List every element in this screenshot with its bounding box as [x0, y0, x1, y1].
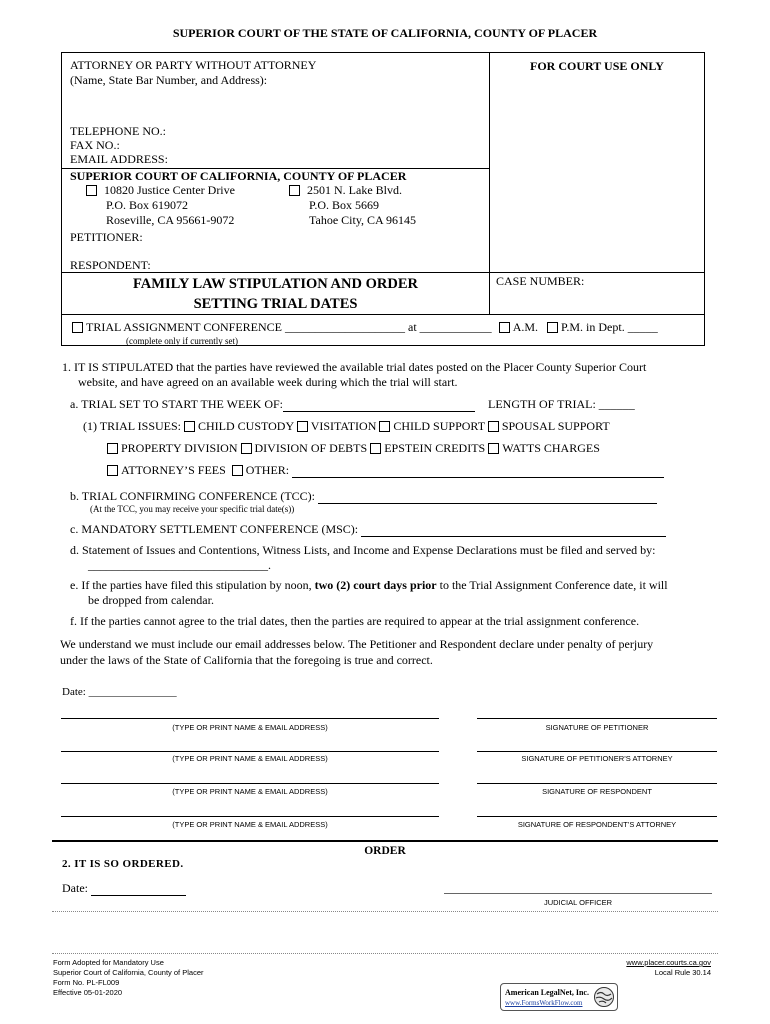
caption-divider-title [61, 272, 705, 273]
item-e-pre: e. If the parties have filed this stipulation by noon, [70, 578, 312, 592]
respondent-label: RESPONDENT: [70, 258, 151, 272]
item-e-line2: be dropped from calendar. [88, 593, 214, 607]
tcc-field[interactable] [318, 491, 657, 504]
roseville-checkbox[interactable] [86, 185, 97, 196]
attorney-label: ATTORNEY OR PARTY WITHOUT ATTORNEY [70, 58, 317, 72]
footer-left [53, 958, 204, 998]
pm-label: P.M. in Dept. _____ [561, 320, 658, 334]
tahoe-checkbox[interactable] [289, 185, 300, 196]
trial-issues-row2 [107, 441, 600, 456]
child-custody-checkbox[interactable] [184, 421, 195, 432]
fax-label: FAX NO.: [70, 138, 120, 152]
am-checkbox[interactable] [499, 322, 510, 333]
form-title [61, 274, 490, 314]
item-d-line2[interactable]: ______________________________. [88, 558, 271, 572]
email-label: EMAIL ADDRESS: [70, 152, 168, 166]
attorneys-fees-checkbox[interactable] [107, 465, 118, 476]
trial-week-field[interactable] [283, 399, 475, 412]
item-b [70, 489, 657, 504]
spousal-support-checkbox[interactable] [488, 421, 499, 432]
location-roseville [86, 183, 235, 228]
court-use-label: FOR COURT USE ONLY [530, 59, 664, 73]
spousal-support-label: SPOUSAL SUPPORT [501, 419, 610, 433]
tahoe-line2: P.O. Box 5669 [309, 198, 380, 212]
signature-line-respondent-attorney[interactable] [477, 816, 717, 817]
trial-issues-row3 [107, 463, 664, 478]
petitioner-label: PETITIONER: [70, 230, 143, 244]
signature-respondent-attorney-caption: SIGNATURE OF RESPONDENT’S ATTORNEY [517, 820, 677, 829]
footer-form-number: Form No. PL-FL009 [53, 978, 120, 987]
order-date-field[interactable] [91, 884, 186, 896]
conference-row [72, 320, 658, 335]
tahoe-line3: Tahoe City, CA 96145 [309, 213, 417, 227]
signing-date[interactable]: Date: ________________ [62, 686, 177, 698]
signature-respondent-caption: SIGNATURE OF RESPONDENT [542, 787, 652, 796]
order-divider [52, 840, 718, 842]
trial-issues-row1 [83, 419, 610, 434]
publisher-name: American LegalNet, Inc. [505, 988, 589, 997]
publisher-badge [500, 983, 618, 1011]
name-caption-4: (TYPE OR PRINT NAME & EMAIL ADDRESS) [172, 820, 328, 829]
case-number-label: CASE NUMBER: [496, 274, 585, 288]
item-d-line1: d. Statement of Issues and Contentions, Witness Lists, and Income and Expense Declarations must be filed and served by: [70, 543, 656, 557]
child-support-label: CHILD SUPPORT [393, 419, 485, 433]
tcc-note: (At the TCC, you may receive your specific trial date(s)) [90, 504, 295, 514]
footer-effective: Effective 05-01-2020 [53, 988, 123, 997]
signature-line-petitioner-attorney[interactable] [477, 751, 717, 752]
length-of-trial-label: LENGTH OF TRIAL: ______ [488, 397, 635, 411]
epstein-credits-checkbox[interactable] [370, 443, 381, 454]
attorney-sublabel: (Name, State Bar Number, and Address): [70, 73, 268, 87]
item-c [70, 522, 666, 537]
other-label: OTHER: [245, 463, 290, 477]
am-label: A.M. [512, 320, 539, 334]
court-name: SUPERIOR COURT OF CALIFORNIA, COUNTY OF PLACER [70, 169, 407, 183]
epstein-credits-label: EPSTEIN CREDITS [384, 441, 486, 455]
order-heading: ORDER [364, 845, 406, 857]
signature-line-respondent[interactable] [477, 783, 717, 784]
visitation-checkbox[interactable] [297, 421, 308, 432]
watts-charges-label: WATTS CHARGES [502, 441, 600, 455]
order-date [62, 881, 186, 896]
signature-line-petitioner[interactable] [477, 718, 717, 719]
roseville-line1: 10820 Justice Center Drive [104, 183, 235, 197]
name-line-2[interactable] [61, 751, 439, 752]
conference-checkbox[interactable] [72, 322, 83, 333]
globe-icon [593, 986, 615, 1008]
item1-line1: 1. IT IS STIPULATED that the parties have reviewed the available trial dates posted on the Placer County Superior Court [62, 360, 647, 374]
watts-charges-checkbox[interactable] [488, 443, 499, 454]
attorneys-fees-label: ATTORNEY’S FEES [121, 463, 226, 477]
child-support-checkbox[interactable] [379, 421, 390, 432]
name-caption-2: (TYPE OR PRINT NAME & EMAIL ADDRESS) [172, 754, 328, 763]
publisher-site[interactable]: www.FormsWorkFlow.com [505, 999, 583, 1007]
footer-rule-number: Local Rule 30.14 [654, 968, 711, 977]
item-a [70, 397, 635, 412]
order-bottom-rule [52, 911, 718, 912]
caption-divider-conference [61, 314, 705, 315]
signature-petitioner-caption: SIGNATURE OF PETITIONER [545, 723, 649, 732]
other-field[interactable] [292, 465, 664, 478]
name-line-1[interactable] [61, 718, 439, 719]
footer-right [626, 958, 711, 978]
name-caption-3: (TYPE OR PRINT NAME & EMAIL ADDRESS) [172, 787, 328, 796]
order-item2: 2. IT IS SO ORDERED. [62, 858, 184, 870]
signature-petitioner-attorney-caption: SIGNATURE OF PETITIONER’S ATTORNEY [521, 754, 673, 763]
name-line-4[interactable] [61, 816, 439, 817]
conference-label: TRIAL ASSIGNMENT CONFERENCE ____________________ at ____________ [86, 320, 492, 334]
other-checkbox[interactable] [232, 465, 243, 476]
footer-court: Superior Court of California, County of Placer [53, 968, 204, 977]
footer-website[interactable]: www.placer.courts.ca.gov [626, 958, 711, 967]
property-division-checkbox[interactable] [107, 443, 118, 454]
msc-label: c. MANDATORY SETTLEMENT CONFERENCE (MSC): [70, 522, 359, 536]
tahoe-line1: 2501 N. Lake Blvd. [307, 183, 402, 197]
form-title-line2: SETTING TRIAL DATES [193, 296, 358, 312]
msc-field[interactable] [361, 524, 666, 537]
child-custody-label: CHILD CUSTODY [198, 419, 294, 433]
name-caption-1: (TYPE OR PRINT NAME & EMAIL ADDRESS) [172, 723, 328, 732]
trial-issues-label: (1) TRIAL ISSUES: [83, 419, 182, 433]
judicial-officer-line[interactable] [444, 893, 712, 894]
item1-line2: website, and have agreed on an available week during which the trial will start. [78, 375, 458, 389]
order-date-label: Date: [62, 881, 88, 895]
tcc-label: b. TRIAL CONFIRMING CONFERENCE (TCC): [70, 489, 316, 503]
footer-adopted: Form Adopted for Mandatory Use [53, 958, 164, 967]
pm-checkbox[interactable] [547, 322, 558, 333]
declaration-line1: We understand we must include our email addresses below. The Petitioner and Respondent declare under penalty of perjury [60, 637, 654, 651]
name-line-3[interactable] [61, 783, 439, 784]
roseville-line2: P.O. Box 619072 [106, 198, 189, 212]
item-e-bold: two (2) court days prior [314, 578, 437, 592]
telephone-label: TELEPHONE NO.: [70, 124, 166, 138]
item-f: f. If the parties cannot agree to the trial dates, then the parties are required to appear at the trial assignment conference. [70, 614, 640, 628]
roseville-line3: Roseville, CA 95661-9072 [106, 213, 235, 227]
division-of-debts-checkbox[interactable] [241, 443, 252, 454]
declaration-line2: under the laws of the State of California that the foregoing is true and correct. [60, 653, 433, 667]
trial-week-label: a. TRIAL SET TO START THE WEEK OF: [70, 397, 283, 411]
item-e-post: to the Trial Assignment Conference date, it will [439, 578, 668, 592]
item-e-line1 [70, 578, 668, 593]
footer-rule [52, 953, 718, 954]
court-header: SUPERIOR COURT OF THE STATE OF CALIFORNIA, COUNTY OF PLACER [172, 26, 598, 40]
location-tahoe [289, 183, 416, 228]
division-of-debts-label: DIVISION OF DEBTS [254, 441, 368, 455]
judicial-officer-caption: JUDICIAL OFFICER [543, 898, 613, 907]
form-title-line1: FAMILY LAW STIPULATION AND ORDER [133, 276, 418, 292]
property-division-label: PROPERTY DIVISION [121, 441, 238, 455]
visitation-label: VISITATION [310, 419, 377, 433]
conference-note: (complete only if currently set) [126, 336, 238, 346]
